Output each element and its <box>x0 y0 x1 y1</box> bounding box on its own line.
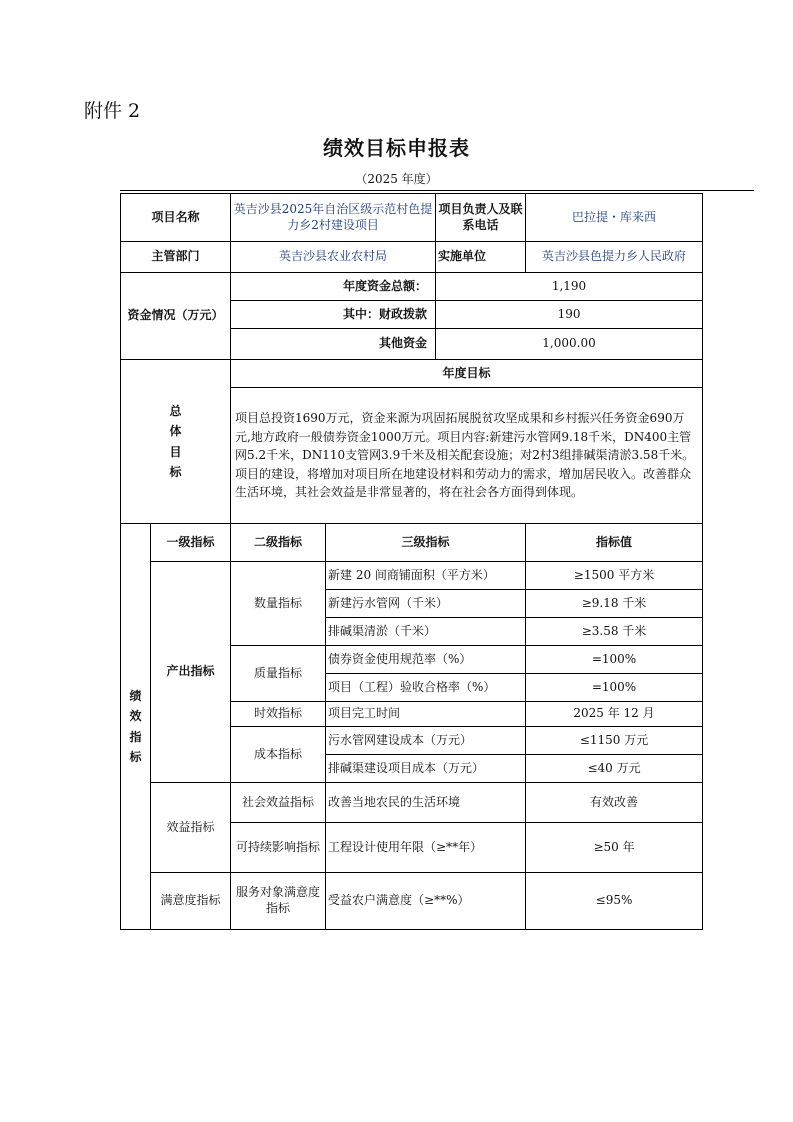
indicator-value: =100% <box>526 674 703 702</box>
dept-value: 英吉沙县农业农村局 <box>231 242 436 273</box>
indicator-name: 新建污水管网（千米） <box>326 590 526 618</box>
project-leader-label: 项目负责人及联系电话 <box>436 194 526 242</box>
year-label: （2025 年度） <box>355 172 438 186</box>
indicator-value: ≥50 年 <box>526 823 703 873</box>
header-level3: 三级指标 <box>326 524 526 562</box>
indicator-value: =100% <box>526 646 703 674</box>
table-row <box>121 562 703 590</box>
perf-label-char: 标 <box>129 749 142 764</box>
header-level2: 二级指标 <box>231 524 326 562</box>
impl-unit-value: 英吉沙县色提力乡人民政府 <box>526 242 703 273</box>
indicator-value: ≥9.18 千米 <box>526 590 703 618</box>
indicator-value: ≥1500 平方米 <box>526 562 703 590</box>
header-level1: 一级指标 <box>151 524 231 562</box>
table-row <box>121 783 703 823</box>
project-name-label: 项目名称 <box>121 194 231 242</box>
perf-label-char: 指 <box>129 729 142 744</box>
top-rule <box>120 190 754 191</box>
funds-fiscal-value: 190 <box>436 301 703 329</box>
table-row <box>121 873 703 930</box>
indicator-value: ≤95% <box>526 873 703 930</box>
indicator-name: 债券资金使用规范率（%） <box>326 646 526 674</box>
indicator-value: ≤40 万元 <box>526 755 703 783</box>
funds-total-row <box>121 273 703 301</box>
indicator-value: ≥3.58 千米 <box>526 618 703 646</box>
dept-label: 主管部门 <box>121 242 231 273</box>
output-label: 产出指标 <box>151 562 231 783</box>
overall-label-char: 目 <box>169 444 182 459</box>
perf-label <box>121 524 151 930</box>
header-value: 指标值 <box>526 524 703 562</box>
funds-total-label: 年度资金总额： <box>231 273 436 301</box>
indicator-name: 项目（工程）验收合格率（%） <box>326 674 526 702</box>
perf-header-row <box>121 524 703 562</box>
perf-label-char: 效 <box>129 709 142 724</box>
indicator-value: ≤1150 万元 <box>526 727 703 755</box>
indicator-value: 2025 年 12 月 <box>526 702 703 727</box>
annual-goal-text: 项目总投资1690万元，资金来源为巩固拓展脱贫攻坚成果和乡村振兴任务资金690万元,地方政府一般债券资金1000万元。项目内容:新建污水管网9.18千米，DN400主管网5.2千米，DN110支管网3.9千米及相关配套设施；对2村3组排碱渠清淤3.58千米。项目的建设，将增加对项目所在地建设材料和劳动力的需求，增加居民收入。改善群众生活环境，其社会效益是非常显著的，将在社会各方面得到体现。 <box>231 388 703 524</box>
benefit-label: 效益指标 <box>151 783 231 873</box>
project-row <box>121 194 703 242</box>
indicator-name: 项目完工时间 <box>326 702 526 727</box>
satisfaction-label: 满意度指标 <box>151 873 231 930</box>
funds-other-value: 1,000.00 <box>436 329 703 360</box>
overall-header-row <box>121 360 703 388</box>
overall-label-char: 标 <box>169 464 182 479</box>
perf-label-char: 绩 <box>129 688 142 703</box>
overall-label-char: 体 <box>169 424 182 439</box>
project-name-value: 英吉沙县2025年自治区级示范村色提力乡2村建设项目 <box>231 194 436 242</box>
funds-total-value: 1,190 <box>436 273 703 301</box>
indicator-name: 工程设计使用年限（≥**年） <box>326 823 526 873</box>
social-benefit-label: 社会效益指标 <box>231 783 326 823</box>
indicator-name: 新建 20 间商铺面积（平方米） <box>326 562 526 590</box>
indicator-name: 排碱渠清淤（千米） <box>326 618 526 646</box>
impl-unit-label: 实施单位 <box>436 242 526 273</box>
funds-label: 资金情况（万元） <box>121 273 231 360</box>
cost-label: 成本指标 <box>231 727 326 783</box>
performance-table <box>120 193 703 930</box>
service-satisfaction-label: 服务对象满意度指标 <box>231 873 326 930</box>
quantity-label: 数量指标 <box>231 562 326 646</box>
indicator-value: 有效改善 <box>526 783 703 823</box>
overall-label <box>121 360 231 524</box>
attachment-label: 附件 2 <box>84 100 141 122</box>
project-leader-value: 巴拉提・库来西 <box>526 194 703 242</box>
time-label: 时效指标 <box>231 702 326 727</box>
dept-row <box>121 242 703 273</box>
funds-fiscal-label: 其中：财政拨款 <box>231 301 436 329</box>
overall-label-char: 总 <box>169 403 182 418</box>
funds-other-label: 其他资金 <box>231 329 436 360</box>
indicator-name: 改善当地农民的生活环境 <box>326 783 526 823</box>
page-title: 绩效目标申报表 <box>323 136 470 160</box>
quality-label: 质量指标 <box>231 646 326 702</box>
indicator-name: 污水管网建设成本（万元） <box>326 727 526 755</box>
sustain-label: 可持续影响指标 <box>231 823 326 873</box>
indicator-name: 受益农户满意度（≥**%） <box>326 873 526 930</box>
annual-goal-header: 年度目标 <box>231 360 703 388</box>
indicator-name: 排碱渠建设项目成本（万元） <box>326 755 526 783</box>
